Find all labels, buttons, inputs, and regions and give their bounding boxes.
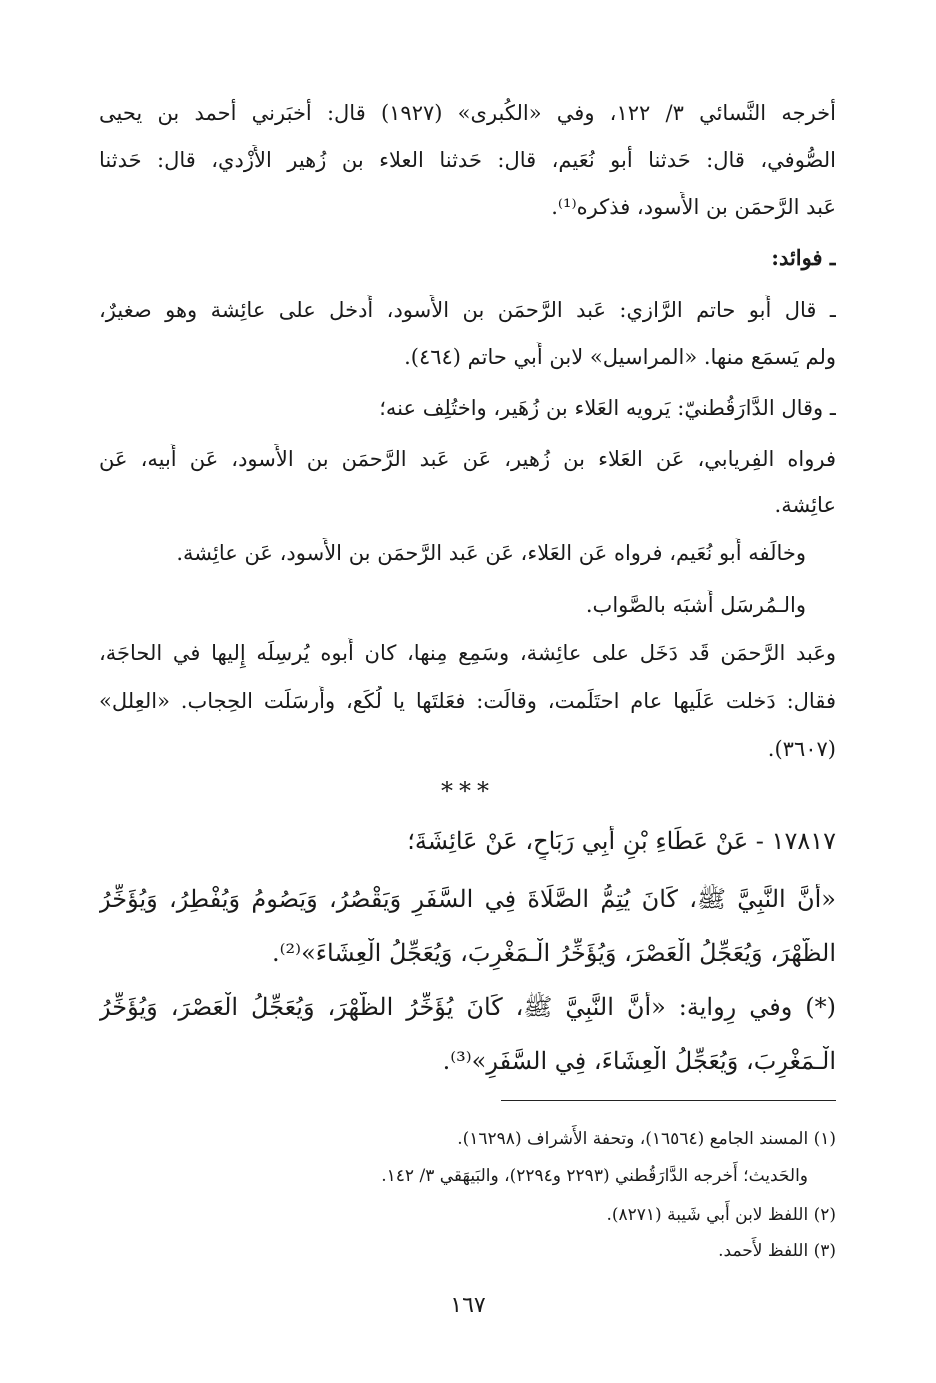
- hadith-text-line: الْـمَغْرِبَ، وَيُعَجِّلُ الْعِشَاءَ، فِي السَّفَرِ»⁽³⁾.: [442, 1047, 836, 1075]
- text-line: فقال: دَخلت عَلَيها عام احتَلَمت، وقالَت: فعَلتَها يا لُكَع، وأَرسَلَت الحِجاب. «العِلل»: [99, 689, 836, 713]
- text-line: عائِشة.: [774, 493, 836, 517]
- footnote: (٢) اللفظ لابن أَبي شَيبة (٨٢٧١).: [606, 1205, 836, 1225]
- hadith-text-line: (*) وفي رِواية: «أَنَّ النَّبِيَّ ﷺ، كَانَ يُؤَخِّرُ الظُّهْرَ، وَيُعَجِّلُ الْعَصْرَ، وَيُؤَخِّرُ: [99, 993, 836, 1021]
- text-line: (٣٦٠٧).: [767, 737, 836, 761]
- text-line: ـ وقال الدَّارَقُطنيّ: يَرويه العَلاء بن زُهَير، واختُلِف عنه؛: [379, 396, 836, 420]
- hadith-text-line: الظُّهْرَ، وَيُعَجِّلُ الْعَصْرَ، وَيُؤَخِّرُ الْـمَغْرِبَ، وَيُعَجِّلُ الْعِشَاءَ»⁽²⁾.: [272, 939, 836, 967]
- text-line: الصُّوفي، قال: حَدثنا أبو نُعَيم، قال: حَدثنا العلاء بن زُهير الأَزْدي، قال: حَدثنا: [99, 148, 836, 172]
- page-number: ١٦٧: [450, 1293, 486, 1318]
- text-line: فرواه الفِريابي، عَن العَلاء بن زُهير، عَن عَبد الرَّحمَن بن الأَسود، عَن أَبيه، عَن: [99, 447, 836, 471]
- text-line: ـ قال أَبو حاتم الرَّازي: عَبد الرَّحمَن بن الأَسود، أُدخل على عائِشة وهو صغيرٌ،: [99, 298, 836, 322]
- text-line: عَبد الرَّحمَن بن الأَسود، فذكره⁽¹⁾.: [551, 195, 836, 219]
- text-line: والـمُرسَل أَشبَه بالصَّواب.: [585, 593, 806, 617]
- text-line: ولم يَسمَع منها. «المراسيل» لابن أَبي حاتم (٤٦٤).: [404, 345, 836, 369]
- text-line: وعَبد الرَّحمَن قَد دَخَل على عائِشة، وسَمِع مِنها، كان أَبوه يُرسِلَه إِليها في الحاجَة،: [99, 641, 836, 665]
- hadith-heading: ١٧٨١٧ - عَنْ عَطَاءِ بْنِ أَبِي رَبَاحٍ، عَنْ عَائِشَةَ؛: [407, 827, 836, 855]
- text-line: أخرجه النَّسائي ٣/ ١٢٢، وفي «الكُبرى» (١٩٢٧) قال: أخبَرني أحمد بن يحيى: [99, 101, 836, 125]
- footnote: (١) المسند الجامع (١٦٥٦٤)، وتحفة الأَشراف (١٦٢٩٨).: [457, 1129, 836, 1149]
- section-heading: ـ فوائد:: [771, 245, 836, 270]
- hadith-text-line: «أَنَّ النَّبِيَّ ﷺ، كَانَ يُتِمُّ الصَّلَاةَ فِي السَّفَرِ وَيَقْصُرُ، وَيَصُومُ وَيُفْطِرُ، وَيُؤَخِّرُ: [99, 885, 836, 913]
- footnote-divider: [501, 1100, 836, 1101]
- text-line: وخالَفه أَبو نُعَيم، فرواه عَن العَلاء، عَن عَبد الرَّحمَن بن الأَسود، عَن عائِشة.: [176, 541, 806, 565]
- footnote: والحَديث؛ أَخرجه الدَّارَقُطني (٢٢٩٣ و٢٢٩٤)، والبَيهَقي ٣/ ١٤٢.: [381, 1166, 808, 1186]
- footnote: (٣) اللفظ لأَحمد.: [718, 1241, 836, 1261]
- section-separator: ***: [441, 777, 495, 805]
